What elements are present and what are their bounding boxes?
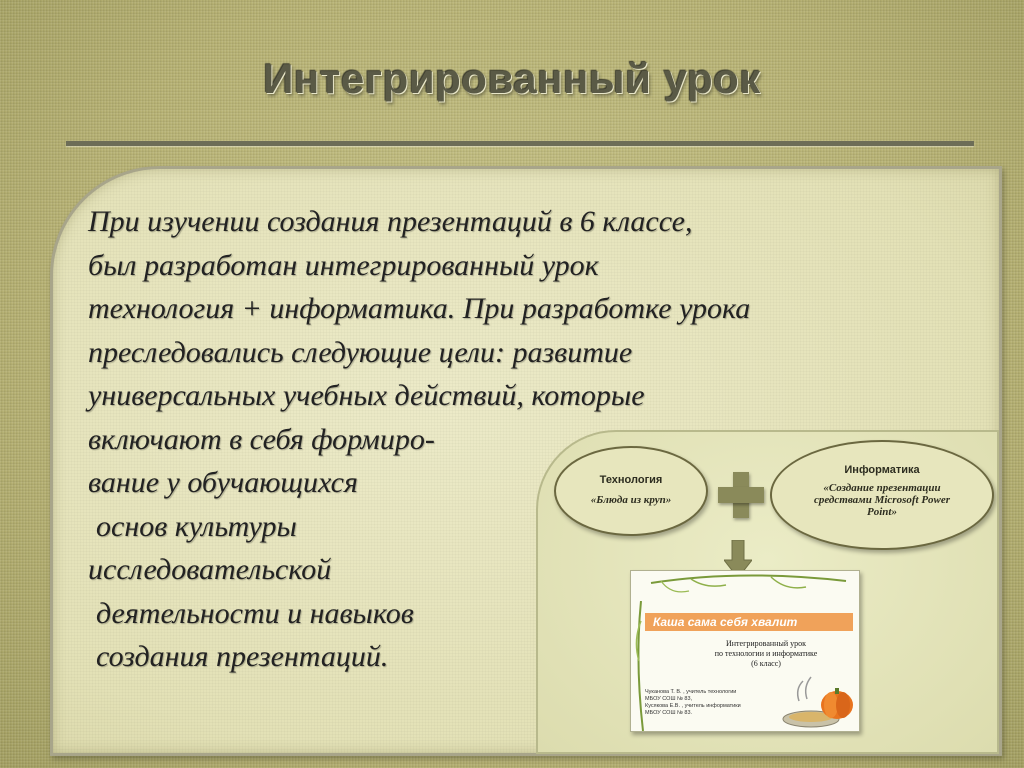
slide-author-line: МБОУ СОШ № 83.: [645, 710, 693, 716]
slide-subtitle-line: (6 класс): [751, 659, 781, 668]
paragraph-line: основ культуры: [96, 509, 297, 543]
slide-subtitle-line: Интегрированный урок: [726, 639, 806, 648]
paragraph-line: универсальных учебных действий, которые: [88, 379, 645, 412]
informatics-line3: Point»: [867, 506, 897, 518]
paragraph-line: был разработан интегрированный урок: [88, 248, 599, 282]
slide-subtitle-line: по технологии и информатике: [714, 649, 818, 658]
slide-authors: [645, 689, 741, 717]
slide-thumbnail: [630, 570, 860, 732]
slide-title: Каша сама себя хвалит: [645, 613, 853, 631]
paragraph-line: При изучении создания презентаций в 6 классе,: [88, 205, 693, 238]
informatics-line2: средствами Microsoft Power: [813, 494, 951, 506]
title-divider: [66, 141, 974, 146]
slide-author-line: МБОУ СОШ № 83,: [645, 696, 693, 702]
pumpkin-icon: [781, 671, 857, 729]
slide-author-line: Кусякова Е.В. , учитель информатики: [645, 703, 741, 709]
plus-icon-bar: [718, 487, 764, 503]
informatics-line1: «Создание презентации: [823, 482, 941, 494]
informatics-oval: [770, 440, 994, 550]
paragraph-line: создания презентаций.: [96, 640, 389, 673]
technology-oval: [554, 446, 708, 536]
technology-subject: «Блюда из круп»: [590, 494, 672, 506]
paragraph-line: включают в себя формиро-: [88, 422, 435, 456]
paragraph-line: преследовались следующие цели: развитие: [88, 335, 633, 369]
paragraph-line: деятельности и навыков: [96, 596, 414, 630]
technology-heading: Технология: [599, 474, 663, 486]
slide-author-line: Чуканова Т. В. , учитель технологии: [645, 689, 737, 695]
page-title: Интегрированный урок: [263, 55, 761, 102]
paragraph-line: исследовательской: [88, 553, 332, 586]
wheat-leaf-icon: [631, 571, 859, 611]
slide-subtitle: [691, 639, 841, 669]
lesson-diagram: [536, 430, 999, 754]
paragraph-line: технология + информатика. При разработке урока: [88, 292, 751, 325]
paragraph-line: вание у обучающихся: [88, 466, 358, 499]
informatics-heading: Информатика: [844, 464, 920, 476]
